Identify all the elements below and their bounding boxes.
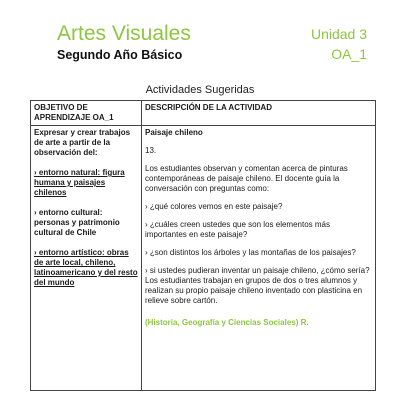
question-item: › ¿cuáles creen ustedes que son los elementos más importantes en este paisaje? bbox=[145, 220, 330, 239]
objective-intro: Expresar y crear trabajos de arte a partir de la observación del: bbox=[34, 128, 131, 157]
objective-item-cultural: › entorno cultural: personas y patrimonio cultural de Chile bbox=[34, 208, 120, 237]
question-item: › si ustedes pudieran inventar un paisaje chileno, ¿cómo sería? Los estudiantes trabajan en grupos de dos o tres alumnos y realizan su propio paisaje chileno inventado con plasticina en relieve sobre cartón. bbox=[145, 266, 370, 305]
objective-item-artistic: › entorno artístico: obras de arte local, chileno, latinoamericano y del resto del mundo bbox=[34, 248, 138, 287]
subject-title: Artes Visuales bbox=[57, 22, 191, 45]
question-item: › ¿qué colores vemos en este paisaje? bbox=[145, 202, 283, 211]
integration-note: (Historia, Geografía y Ciencias Sociales) R. bbox=[145, 318, 309, 327]
grade-subtitle: Segundo Año Básico bbox=[57, 48, 183, 62]
description-header: DESCRIPCIÓN DE LA ACTIVIDAD bbox=[142, 101, 376, 126]
description-cell bbox=[142, 126, 376, 391]
page-header bbox=[57, 22, 367, 62]
objective-cell bbox=[31, 126, 142, 391]
table-row bbox=[31, 126, 376, 391]
activities-table bbox=[30, 100, 376, 391]
activity-intro: Los estudiantes observan y comentan acerca de pinturas contemporáneas de paisaje chileno. El docente guía la conversación con preguntas como: bbox=[145, 164, 348, 193]
activity-title: Paisaje chileno bbox=[145, 128, 203, 137]
table-header-row bbox=[31, 101, 376, 126]
unit-label: Unidad 3 bbox=[310, 26, 367, 42]
objective-item-natural: › entorno natural: figura humana y paisajes chilenos bbox=[34, 168, 125, 197]
objective-header: OBJETIVO DE APRENDIZAJE OA_1 bbox=[31, 101, 142, 126]
question-item: › ¿son distintos los árboles y las montañas de los paisajes? bbox=[145, 248, 356, 257]
activity-number: 13. bbox=[145, 146, 157, 155]
section-title: Actividades Sugeridas bbox=[145, 84, 255, 96]
oa-label: OA_1 bbox=[331, 46, 367, 62]
